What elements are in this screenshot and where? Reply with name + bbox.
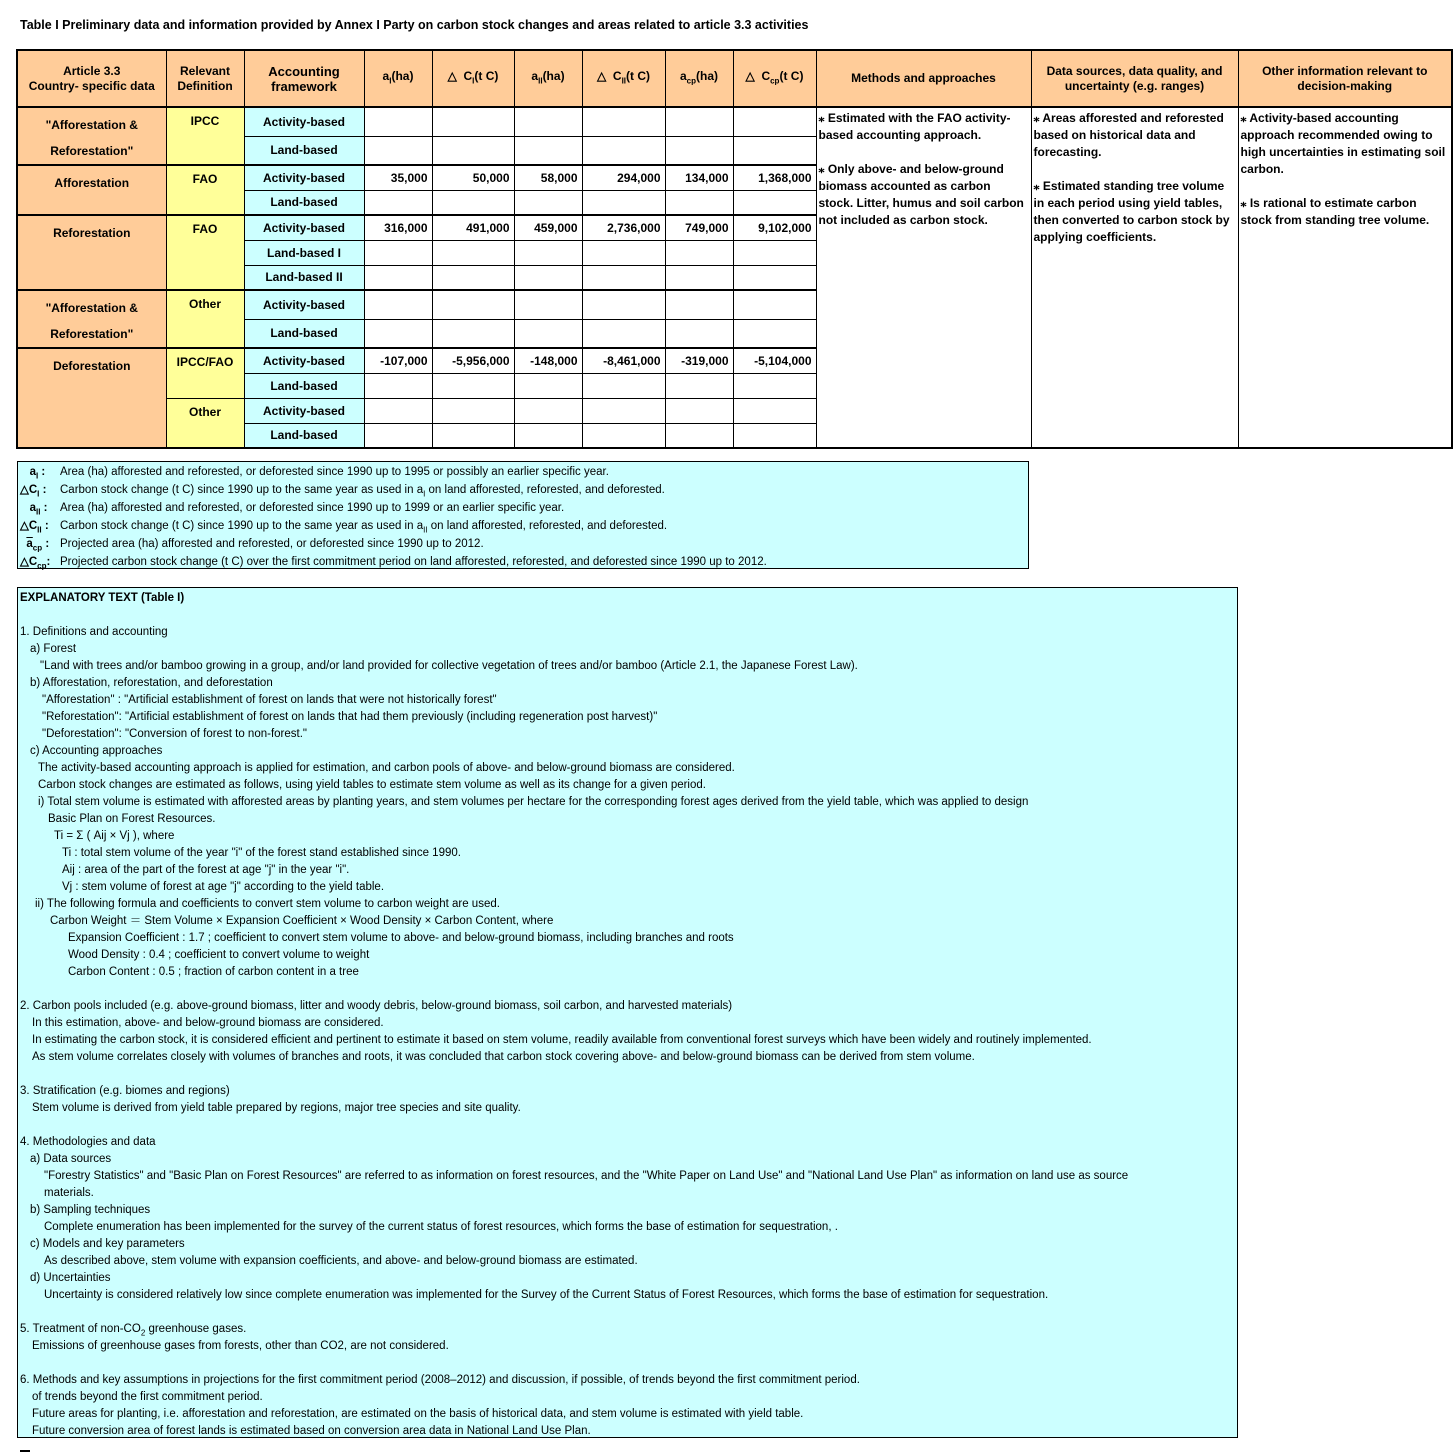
value-cell: 294,000 (582, 165, 665, 190)
explanatory-line: ii) The following formula and coefficients to convert stem volume to carbon weight are used. (35, 898, 500, 910)
value-cell: 316,000 (364, 215, 432, 240)
value-cell (665, 107, 733, 136)
explanatory-line: a) Forest (30, 643, 77, 655)
header-a1: $a_I(ha)$ (364, 50, 432, 107)
framework-cell: Land-based (244, 319, 364, 348)
value-cell (665, 240, 733, 265)
explanatory-line: "Deforestation": "Conversion of forest to non-forest." (42, 728, 307, 740)
value-cell (364, 240, 432, 265)
explanatory-line: "Forestry Statistics" and "Basic Plan on Forest Resources" are referred to as information on forest resources, and the "White Paper on Land Use" and "National Land Use Plan" as information on land use as source (44, 1170, 1129, 1182)
value-cell (733, 398, 816, 423)
value-cell: 459,000 (514, 215, 582, 240)
value-cell: 2,736,000 (582, 215, 665, 240)
value-cell (582, 398, 665, 423)
explanatory-line: Complete enumeration has been implemented for the survey of the current status of forest resources, which forms the base of estimation for sequestration, . (44, 1221, 838, 1233)
header-c2: △ $C_{II}(t$ C) (582, 50, 665, 107)
value-cell (432, 398, 514, 423)
value-cell (665, 136, 733, 165)
value-cell (364, 136, 432, 165)
explanatory-line: In this estimation, above- and below-ground biomass are considered. (32, 1017, 384, 1029)
value-cell (432, 136, 514, 165)
explanatory-line: Future conversion area of forest lands is estimated based on conversion area data in National Land Use Plan. (32, 1425, 591, 1437)
explanatory-line: d) Uncertainties (30, 1272, 111, 1284)
framework-cell: Activity-based (244, 398, 364, 423)
value-cell (733, 190, 816, 215)
table-row (17, 107, 1452, 136)
explanatory-line: b) Afforestation, reforestation, and deforestation (30, 677, 273, 689)
value-cell: 749,000 (665, 215, 733, 240)
value-cell: 35,000 (364, 165, 432, 190)
value-cell: 9,102,000 (733, 215, 816, 240)
value-cell (665, 265, 733, 290)
value-cell (733, 265, 816, 290)
framework-cell: Activity-based (244, 107, 364, 136)
value-cell (364, 107, 432, 136)
article-cell: Afforestation (17, 165, 166, 215)
definition-cell: Other (166, 290, 244, 348)
value-cell (582, 107, 665, 136)
article-cell: "Afforestation & Reforestation" (17, 107, 166, 165)
value-cell (733, 290, 816, 319)
legend-item: $\triangle C_{II}$ : Carbon stock change (t C) since 1990 up to the same year as used in $a_{II}$ on land afforested, reforested, and deforested. (20, 520, 668, 535)
framework-cell: Land-based I (244, 240, 364, 265)
value-cell: 58,000 (514, 165, 582, 190)
value-cell (514, 319, 582, 348)
explanatory-line: 5. Treatment of non-$CO_2$ greenhouse gases. (20, 1323, 247, 1338)
definition-cell: IPCC/FAO (166, 348, 244, 398)
explanatory-line: materials. (44, 1187, 94, 1199)
explanatory-line: Emissions of greenhouse gases from forests, other than CO2, are not considered. (32, 1340, 449, 1352)
definition-cell: Other (166, 398, 244, 448)
explanatory-line: As described above, stem volume with expansion coefficients, and above- and below-ground biomass are estimated. (44, 1255, 638, 1267)
value-cell (364, 190, 432, 215)
value-cell (665, 290, 733, 319)
header-definition: Relevant Definition (166, 50, 244, 107)
value-cell (432, 290, 514, 319)
explanatory-line: of trends beyond the first commitment period. (32, 1391, 263, 1403)
explanatory-line: Vj : stem volume of forest at age "j" according to the yield table. (62, 881, 385, 893)
explanatory-line: 1. Definitions and accounting (20, 626, 168, 638)
value-cell (432, 319, 514, 348)
article-cell: Reforestation (17, 215, 166, 290)
value-cell: 491,000 (432, 215, 514, 240)
value-cell (514, 398, 582, 423)
value-cell (733, 240, 816, 265)
definition-cell: FAO (166, 215, 244, 290)
explanatory-line: 4. Methodologies and data (20, 1136, 156, 1148)
value-cell: 1,368,000 (733, 165, 816, 190)
explanatory-line: Aij : area of the part of the forest at age "j" in the year "i". (62, 864, 350, 876)
framework-cell: Land-based (244, 373, 364, 398)
header-row (17, 50, 1452, 107)
value-cell: -8,461,000 (582, 348, 665, 373)
legend-item: $\triangle C_I$ : Carbon stock change (t C) since 1990 up to the same year as used in $a_I$ on land afforested, reforested, and deforested. (20, 484, 665, 499)
explanatory-line: Ti : total stem volume of the year "i" of the forest stand established since 1990. (62, 847, 461, 859)
explanatory-line: Carbon stock changes are estimated as follows, using yield tables to estimate stem volume as well as its change for a given period. (38, 779, 706, 791)
explanatory-line: Stem volume is derived from yield table prepared by regions, major tree species and site quality. (32, 1102, 521, 1114)
methods-notes: ⁎ Estimated with the FAO activity-based accounting approach. ⁎ Only above- and below-ground biomass accounted as carbon stock. Litter, humus and soil carbon not included as carbon stock. (816, 107, 1031, 448)
value-cell (514, 240, 582, 265)
value-cell: 134,000 (665, 165, 733, 190)
framework-cell: Activity-based (244, 165, 364, 190)
article-cell: "Afforestation & Reforestation" (17, 290, 166, 348)
value-cell (582, 265, 665, 290)
header-framework: Accounting framework (244, 50, 364, 107)
value-cell (432, 240, 514, 265)
value-cell (665, 423, 733, 448)
framework-cell: Land-based (244, 190, 364, 215)
value-cell (364, 319, 432, 348)
value-cell (733, 319, 816, 348)
value-cell (582, 373, 665, 398)
value-cell (665, 319, 733, 348)
value-cell (733, 136, 816, 165)
definition-cell: FAO (166, 165, 244, 215)
sources-notes: ⁎ Areas afforested and reforested based on historical data and forecasting. ⁎ Estimated standing tree volume in each period using yield tables, then converted to carbon stock by applying coefficients. (1031, 107, 1238, 448)
header-methods: Methods and approaches (816, 50, 1031, 107)
value-cell (432, 107, 514, 136)
explanatory-line: Carbon Content : 0.5 ; fraction of carbon content in a tree (68, 966, 359, 978)
header-c3: △ $C_{cp}(t$ C) (733, 50, 816, 107)
value-cell (582, 240, 665, 265)
explanatory-line: b) Sampling techniques (30, 1204, 151, 1216)
value-cell (582, 190, 665, 215)
explanatory-line: c) Accounting approaches (30, 745, 163, 757)
explanatory-line: c) Models and key parameters (30, 1238, 185, 1250)
header-a3: $a_{cp}(ha)$ (665, 50, 733, 107)
explanatory-line: Carbon Weight ＝ Stem Volume × Expansion Coefficient × Wood Density × Carbon Content, where (50, 915, 554, 927)
framework-cell: Land-based (244, 136, 364, 165)
explanatory-line: The activity-based accounting approach is applied for estimation, and carbon pools of above- and below-ground biomass are considered. (38, 762, 735, 774)
framework-cell: Activity-based (244, 348, 364, 373)
explanatory-text (17, 587, 1238, 1438)
framework-cell: Land-based II (244, 265, 364, 290)
value-cell (514, 136, 582, 165)
value-cell (514, 107, 582, 136)
framework-cell: Land-based (244, 423, 364, 448)
value-cell (514, 290, 582, 319)
table-title: Table I Preliminary data and information provided by Annex I Party on carbon stock changes and areas related to article 3.3 activities (20, 18, 809, 32)
value-cell (665, 398, 733, 423)
value-cell (432, 190, 514, 215)
value-cell (432, 373, 514, 398)
value-cell (582, 319, 665, 348)
value-cell (364, 265, 432, 290)
legend-item: $\overline{a}_{cp}$ : Projected area (ha) afforested and reforested, or deforested since 1990 up to 2012. (26, 538, 484, 553)
header-c1: △ $C_I(t$ C) (432, 50, 514, 107)
framework-cell: Activity-based (244, 215, 364, 240)
value-cell (733, 373, 816, 398)
explanatory-line: As stem volume correlates closely with volumes of branches and roots, it was concluded that carbon stock covering above- and below-ground biomass can be derived from stem volume. (32, 1051, 975, 1063)
explanatory-line: Uncertainty is considered relatively low since complete enumeration was implemented for the Survey of the Current Status of Forest Resources, which forms the base of estimation for sequestration. (44, 1289, 1049, 1301)
value-cell: 50,000 (432, 165, 514, 190)
explanatory-line: Basic Plan on Forest Resources. (48, 813, 216, 825)
value-cell (665, 373, 733, 398)
value-cell (582, 136, 665, 165)
value-cell (733, 423, 816, 448)
value-cell: -148,000 (514, 348, 582, 373)
value-cell (514, 373, 582, 398)
value-cell (364, 423, 432, 448)
header-other: Other information relevant to decision-making (1238, 50, 1452, 107)
value-cell (733, 107, 816, 136)
value-cell: -319,000 (665, 348, 733, 373)
explanatory-line: EXPLANATORY TEXT (Table I) (20, 592, 185, 604)
article-cell: Deforestation (17, 348, 166, 448)
value-cell (582, 290, 665, 319)
symbol-legend (17, 461, 1029, 569)
explanatory-line: i) Total stem volume is estimated with afforested areas by planting years, and stem volumes per hectare for the corresponding forest ages derived from the yield table, which was applied to design (38, 796, 1029, 808)
explanatory-line: a) Data sources (30, 1153, 112, 1165)
explanatory-line: Wood Density : 0.4 ; coefficient to convert volume to weight (68, 949, 370, 961)
header-a2: $a_{II}(ha)$ (514, 50, 582, 107)
value-cell (432, 265, 514, 290)
value-cell (364, 373, 432, 398)
explanatory-line: Expansion Coefficient : 1.7 ; coefficient to convert stem volume to above- and below-ground biomass, including branches and roots (68, 932, 734, 944)
framework-cell: Activity-based (244, 290, 364, 319)
explanatory-line: 3. Stratification (e.g. biomes and regions) (20, 1085, 230, 1097)
explanatory-line: 2. Carbon pools included (e.g. above-ground biomass, litter and woody debris, below-ground biomass, soil carbon, and harvested materials) (20, 1000, 733, 1012)
legend-item: $a_I$ : Area (ha) afforested and reforested, or deforested since 1990 up to 1995 or possibly an earlier specific year. (29, 466, 609, 481)
value-cell (432, 423, 514, 448)
value-cell (582, 423, 665, 448)
carbon-stock-table (16, 49, 1453, 449)
value-cell (364, 398, 432, 423)
explanatory-line: 6. Methods and key assumptions in projections for the first commitment period (2008–2012) and discussion, if possible, of trends beyond the first commitment period. (20, 1374, 860, 1386)
header-sources: Data sources, data quality, and uncertainty (e.g. ranges) (1031, 50, 1238, 107)
header-article: Article 3.3 Country- specific data (17, 50, 166, 107)
value-cell (514, 423, 582, 448)
explanatory-line: Future areas for planting, i.e. afforestation and reforestation, are estimated on the basis of historical data, and stem volume is estimated with yield table. (32, 1408, 804, 1420)
value-cell (514, 190, 582, 215)
explanatory-line: "Land with trees and/or bamboo growing in a group, and/or land provided for collective vegetation of trees and/or bamboo (Article 2.1, the Japanese Forest Law). (40, 660, 858, 672)
value-cell (665, 190, 733, 215)
explanatory-line: "Reforestation": "Artificial establishment of forest on lands that had them previously (including regeneration post harvest)" (42, 711, 658, 723)
value-cell: -107,000 (364, 348, 432, 373)
value-cell (514, 265, 582, 290)
legend-item: $\triangle C_{cp}$: Projected carbon stock change (t C) over the first commitment period on land afforested, reforested, and deforested since 1990 up to 2012. (20, 556, 767, 571)
explanatory-line: Ti = Σ ( Aij × Vj ), where (54, 830, 175, 842)
explanatory-line: In estimating the carbon stock, it is considered efficient and pertinent to estimate it based on stem volume, readily available from conventional forest surveys which have been widely and routinely implemented. (32, 1034, 1092, 1046)
other-notes: ⁎ Activity-based accounting approach recommended owing to high uncertainties in estimating soil carbon. ⁎ Is rational to estimate carbon stock from standing tree volume. (1238, 107, 1452, 448)
legend-item: $a_{II}$ : Area (ha) afforested and reforested, or deforested since 1990 up to 1999 or an earlier specific year. (29, 502, 565, 517)
value-cell: -5,956,000 (432, 348, 514, 373)
explanatory-line: "Afforestation" : "Artificial establishment of forest on lands that were not historically forest" (42, 694, 497, 706)
definition-cell: IPCC (166, 107, 244, 165)
bottom-mark (20, 1450, 30, 1452)
value-cell (364, 290, 432, 319)
value-cell: -5,104,000 (733, 348, 816, 373)
